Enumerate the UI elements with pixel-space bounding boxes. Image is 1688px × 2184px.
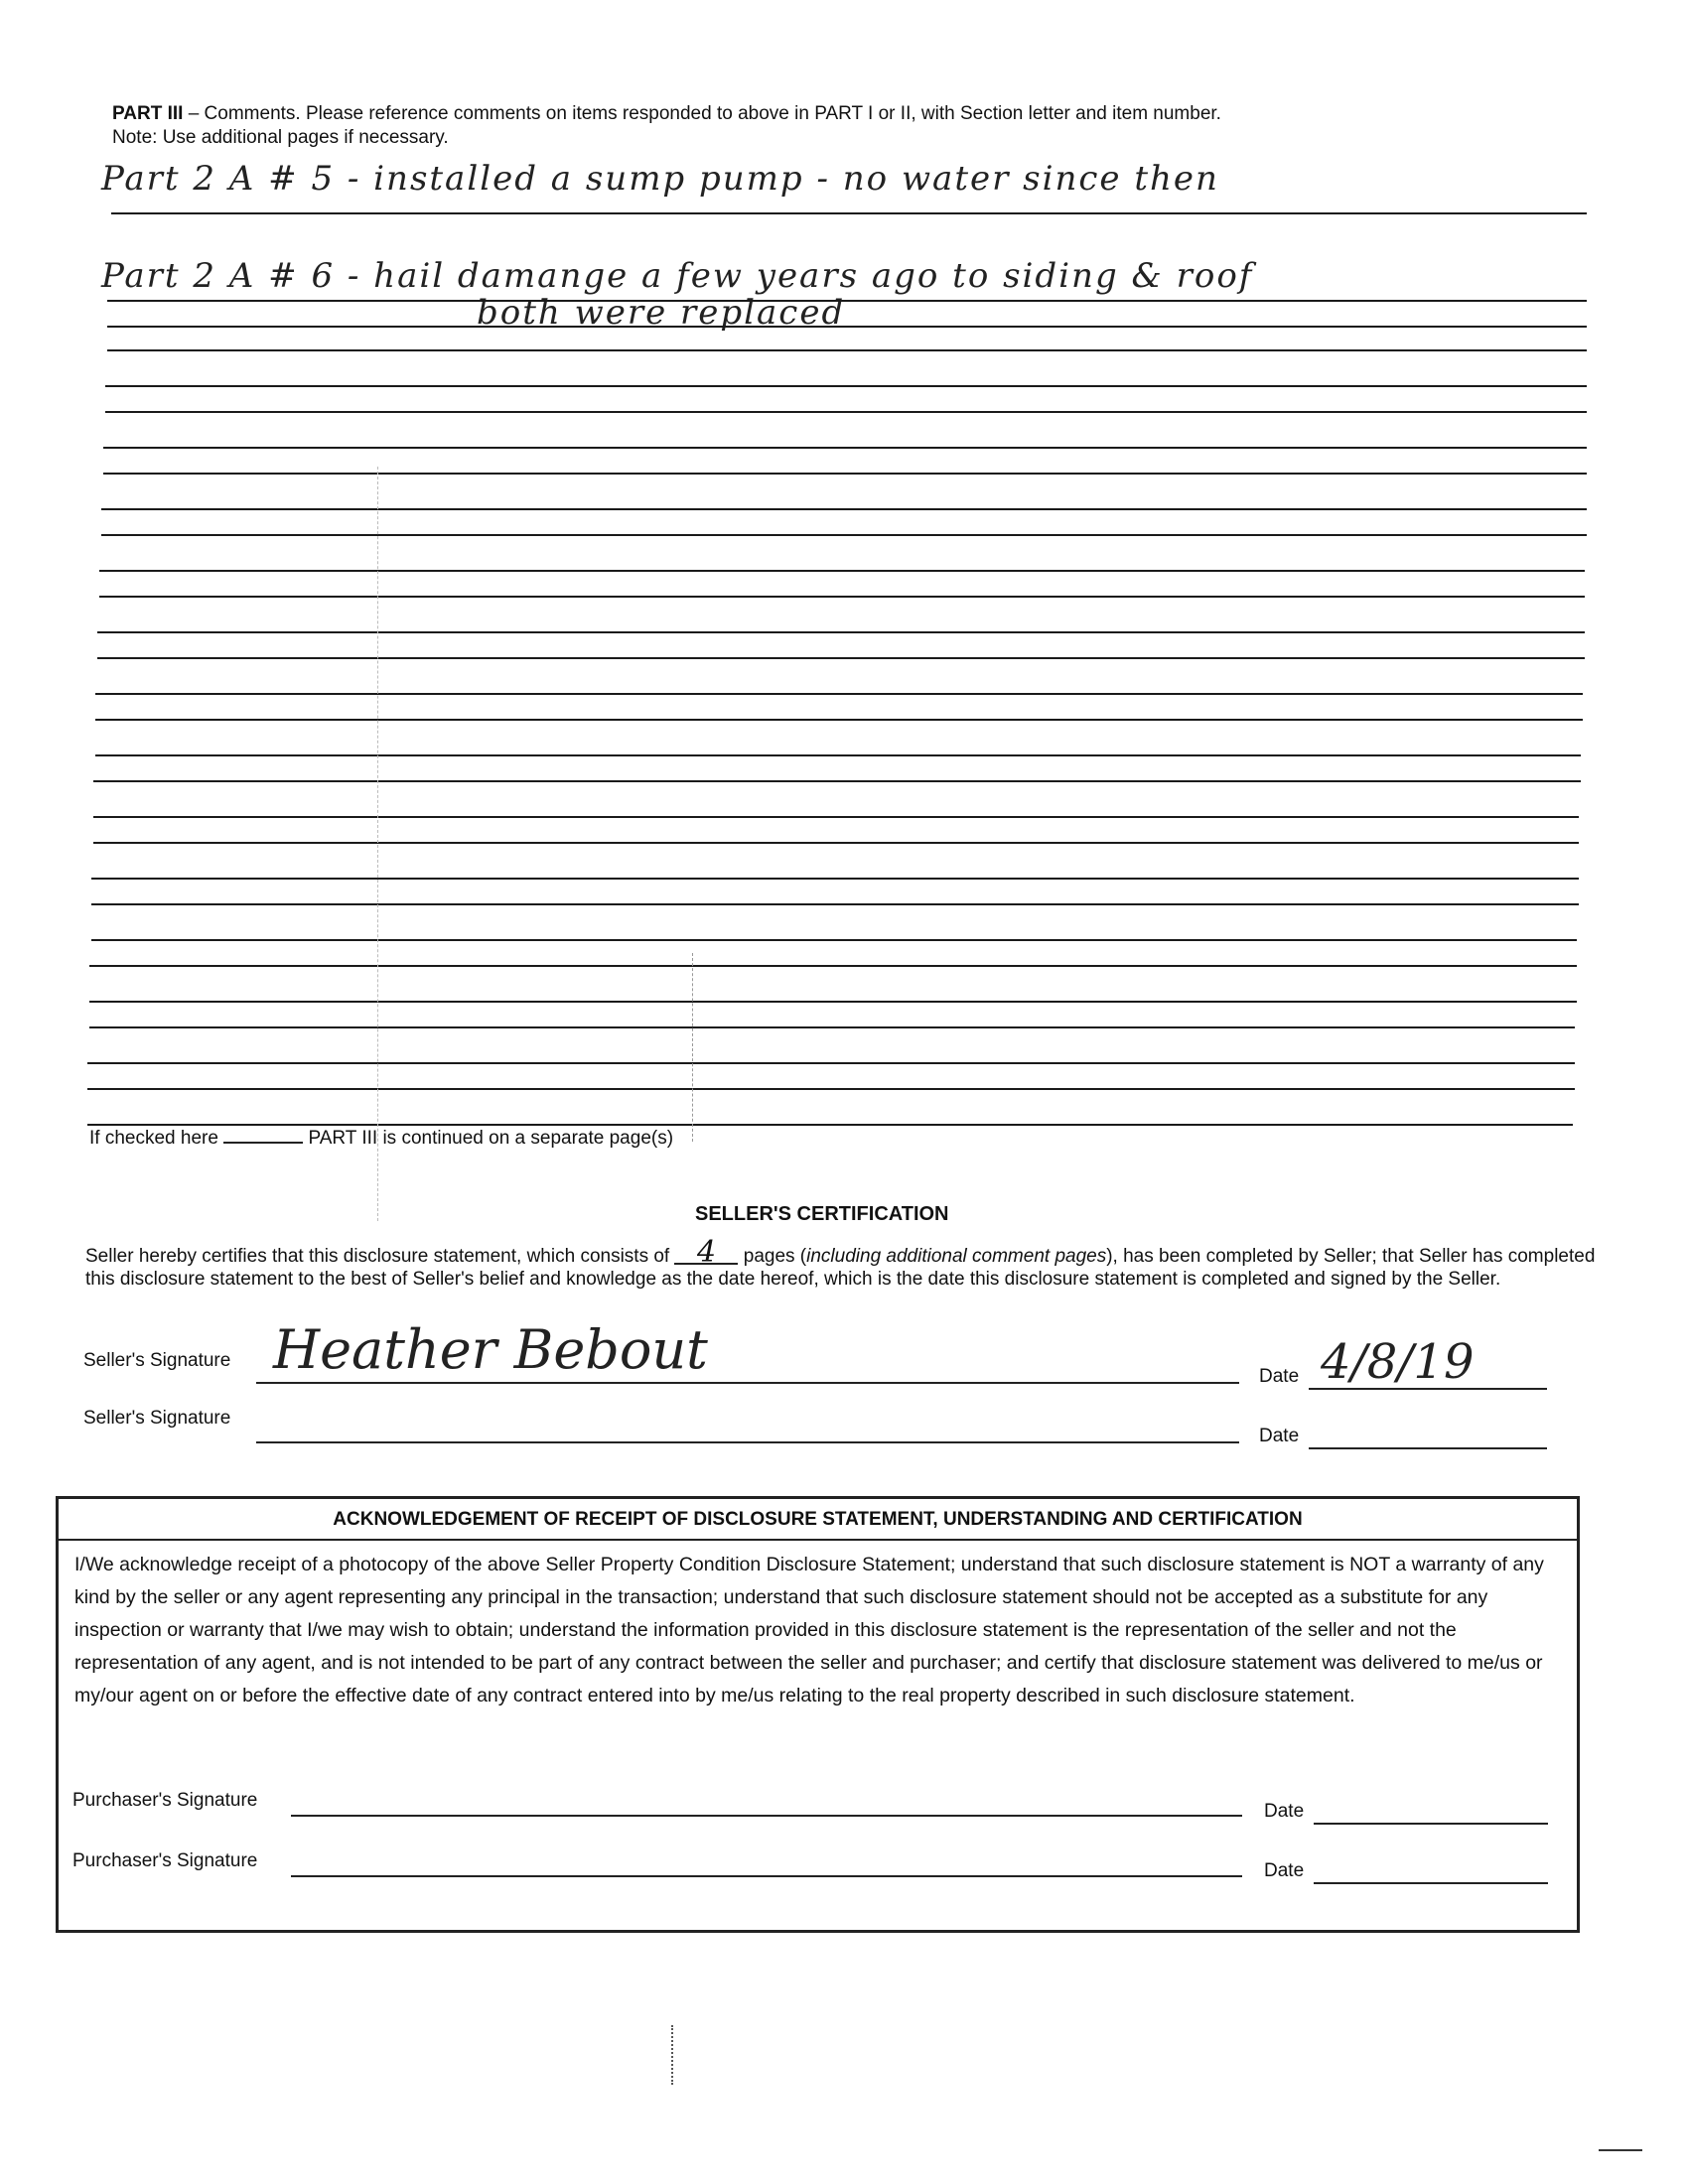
acknowledgement-box <box>56 1496 1580 1933</box>
scan-artifact-line <box>377 467 379 1221</box>
part3-heading-bold: PART III <box>112 103 184 124</box>
comment-line-3: both were replaced <box>477 293 846 333</box>
purchaser-date-label-2: Date <box>1264 1860 1305 1881</box>
date-label-2: Date <box>1259 1426 1300 1446</box>
seller-signature-label-1: Seller's Signature <box>83 1350 231 1371</box>
purchaser-signature-field-1[interactable] <box>291 1815 1242 1817</box>
comment-rule[interactable] <box>105 385 1587 387</box>
certification-text-italic: including additional comment pages <box>806 1246 1107 1267</box>
continued-checkbox[interactable] <box>223 1142 303 1144</box>
comment-line-2: Part 2 A # 6 - hail damange a few years ago to siding & roof <box>101 256 1254 296</box>
date-label-1: Date <box>1259 1366 1300 1387</box>
comment-rule[interactable] <box>97 631 1585 633</box>
continued-suffix: PART III is continued on a separate page(s) <box>308 1128 674 1149</box>
seller-signature-label-2: Seller's Signature <box>83 1408 231 1429</box>
seller-date-field-2[interactable] <box>1309 1447 1547 1449</box>
continued-row <box>89 1127 673 1151</box>
comment-rule[interactable] <box>95 754 1581 756</box>
comment-rule[interactable] <box>89 1001 1577 1003</box>
comment-line-1: Part 2 A # 5 - installed a sump pump - no water since then <box>101 159 1219 199</box>
comment-rule[interactable] <box>89 965 1577 967</box>
comment-rule[interactable] <box>101 508 1587 510</box>
comment-rule[interactable] <box>101 534 1587 536</box>
scan-artifact-line <box>692 953 694 1142</box>
comment-rule[interactable] <box>89 1026 1575 1028</box>
continued-prefix: If checked here <box>89 1128 218 1149</box>
part3-note: Note: Use additional pages if necessary. <box>112 127 449 148</box>
comment-rule[interactable] <box>95 719 1583 721</box>
certification-text-2: pages ( <box>743 1246 807 1267</box>
certification-title: SELLER'S CERTIFICATION <box>695 1203 949 1225</box>
seller-signature-1: Heather Bebout <box>273 1318 708 1381</box>
comment-rule[interactable] <box>91 903 1579 905</box>
part3-heading-text: – Comments. Please reference comments on items responded to above in PART I or II, with Section letter and item number. <box>183 103 1221 124</box>
acknowledgement-text: I/We acknowledge receipt of a photocopy of the above Seller Property Condition Disclosure Statement; understand that such disclosure statement is NOT a warranty of any kind by the seller or any agent representing any principal in the transaction; understand that such disclosure statement should not be accepted as a substitute for any inspection or warranty that I/we may wish to obtain; understand the information provided in this disclosure statement is the representation of the seller and not the representation of any agent, and is not intended to be part of any contract between the seller and purchaser; and certify that disclosure statement was delivered to me/us or my/our agent on or before the effective date of any contract entered into by me/us relating to the real property described in such disclosure statement. <box>74 1554 1544 1706</box>
scan-artifact-dash <box>1599 2149 1642 2151</box>
comment-rule[interactable] <box>87 1088 1575 1090</box>
page-count-field[interactable]: 4 <box>674 1243 738 1265</box>
purchaser-signature-label-1: Purchaser's Signature <box>72 1790 258 1811</box>
comment-rule[interactable] <box>91 939 1577 941</box>
certification-text-3: ), has been completed by Seller; that Seller has completed this disclosure statement to the best of Seller's belief and knowledge as the date hereof, which is the date this disclosure statement is completed and signed by the Seller. <box>85 1246 1596 1290</box>
purchaser-date-label-1: Date <box>1264 1801 1305 1822</box>
part3-heading <box>112 102 1522 150</box>
seller-signature-field-1[interactable] <box>256 1382 1239 1384</box>
scan-artifact-mark <box>671 2025 675 2085</box>
certification-text-1: Seller hereby certifies that this disclosure statement, which consists of <box>85 1246 670 1267</box>
comment-rule[interactable] <box>97 657 1585 659</box>
comment-rule[interactable] <box>93 780 1581 782</box>
comment-rule[interactable] <box>87 1124 1573 1126</box>
seller-signature-field-2[interactable] <box>256 1441 1239 1443</box>
comment-rule[interactable] <box>107 349 1587 351</box>
purchaser-signature-field-2[interactable] <box>291 1875 1242 1877</box>
comment-rule[interactable] <box>91 878 1579 880</box>
purchaser-date-field-1[interactable] <box>1314 1823 1548 1825</box>
acknowledgement-title: ACKNOWLEDGEMENT OF RECEIPT OF DISCLOSURE STATEMENT, UNDERSTANDING AND CERTIFICATION <box>59 1499 1577 1541</box>
comment-rule[interactable] <box>99 570 1585 572</box>
comment-rule[interactable] <box>107 300 1587 302</box>
comment-rule[interactable] <box>93 816 1579 818</box>
comment-rule[interactable] <box>107 326 1587 328</box>
seller-date-1: 4/8/19 <box>1321 1334 1475 1390</box>
comment-rule[interactable] <box>111 212 1587 214</box>
purchaser-signature-label-2: Purchaser's Signature <box>72 1850 258 1871</box>
comment-rule[interactable] <box>87 1062 1575 1064</box>
comment-rule[interactable] <box>103 473 1587 475</box>
purchaser-date-field-2[interactable] <box>1314 1882 1548 1884</box>
certification-text <box>85 1235 1605 1291</box>
comment-rule[interactable] <box>99 596 1585 598</box>
comment-rule[interactable] <box>105 411 1587 413</box>
comment-rule[interactable] <box>95 693 1583 695</box>
comment-rule[interactable] <box>93 842 1579 844</box>
comment-rule[interactable] <box>103 447 1587 449</box>
